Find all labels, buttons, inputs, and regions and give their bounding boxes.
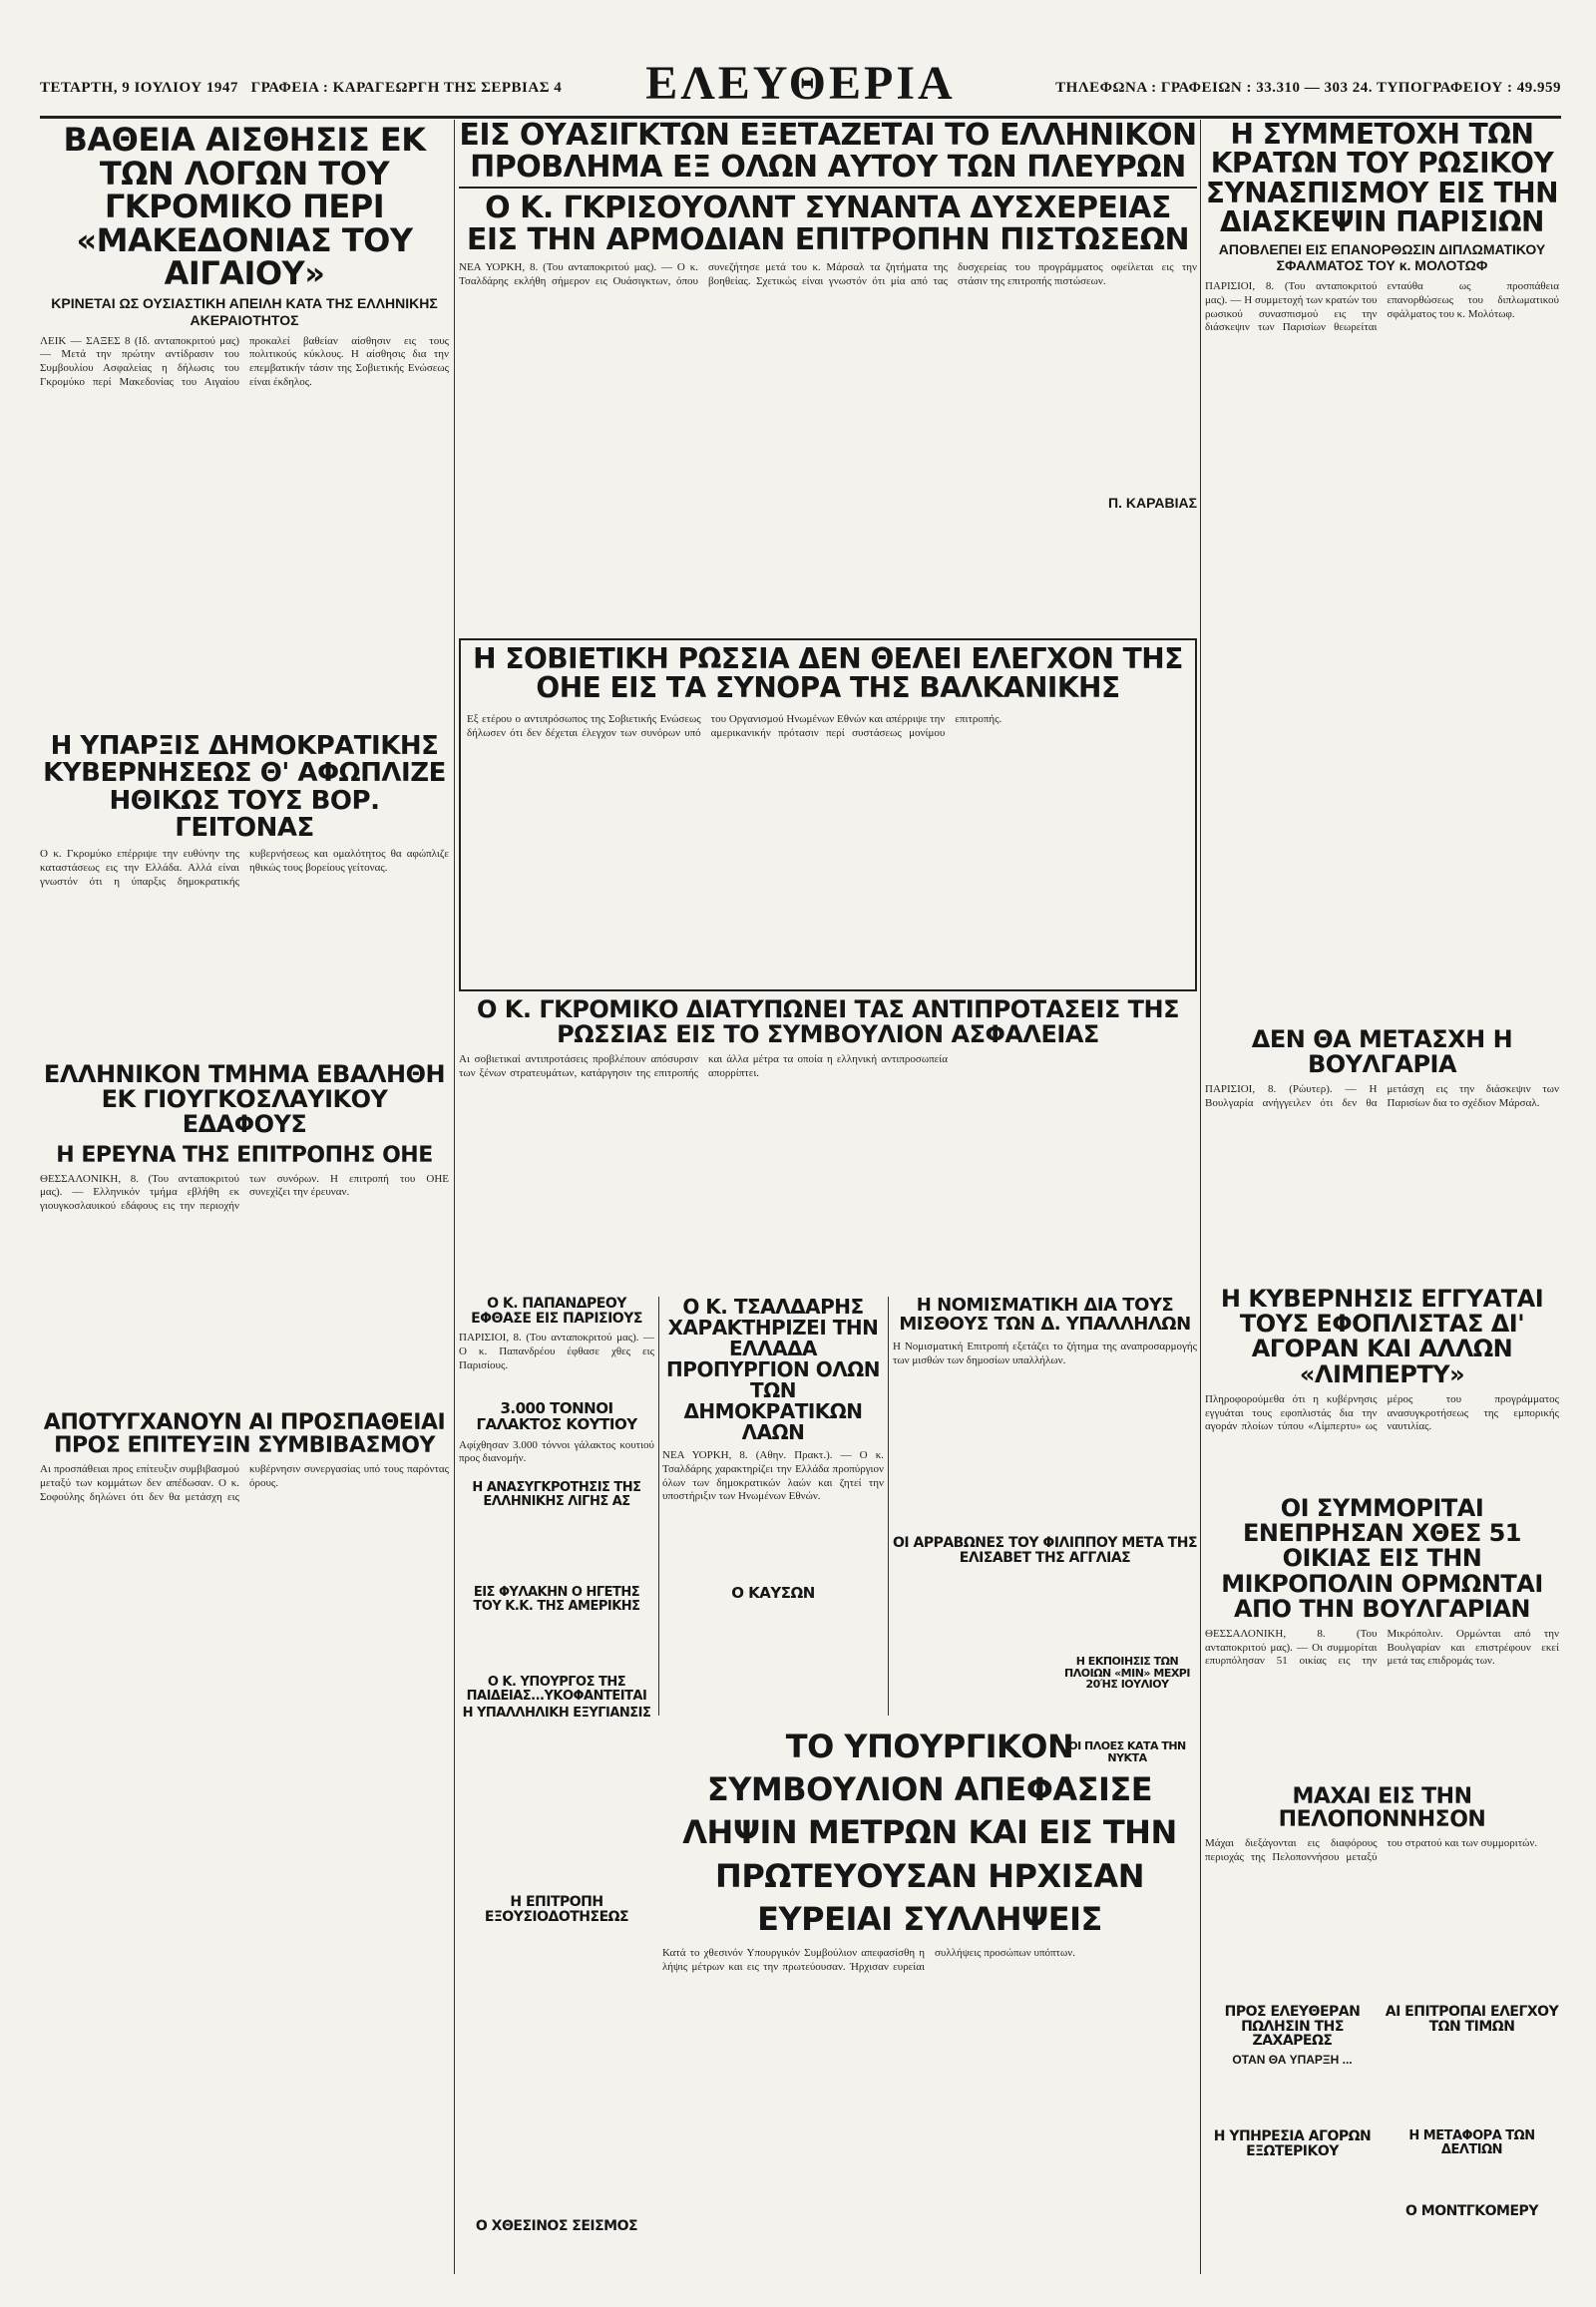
article-kos <box>459 1481 654 1576</box>
article-education <box>459 1676 654 1755</box>
body-compromise: Αι προσπάθειαι προς επίτευξιν συμβιβασμού μεταξύ των κομμάτων δεν απέδωσαν. Ο κ. Σοφούλης δηλώνει ότι δεν θα μετάσχη εις κυβέρνησιν συνεργασίας υπό τους παρόντας όρους. <box>40 1463 449 1503</box>
headline-gromyko: ΒΑΘΕΙΑ ΑΙΣΘΗΣΙΣ ΕΚ ΤΩΝ ΛΟΓΩΝ ΤΟΥ ΓΚΡΟΜΙΚΟ ΠΕΡΙ «ΜΑΚΕΔΟΝΙΑΣ ΤΟΥ ΑΙΓΑΙΟΥ» <box>63 124 426 293</box>
article-washington <box>459 120 1197 628</box>
headline-education-2: Η ΥΠΑΛΛΗΛΙΚΗ ΕΞΥΓΙΑΝΣΙΣ <box>462 1706 651 1722</box>
issue-date: ΤΕΤΑΡΤΗ, 9 ΙΟΥΛΙΟΥ 1947 <box>40 80 238 96</box>
article-yugoslav <box>40 1062 449 1401</box>
headline-kos: Η ΑΝΑΣΥΓΚΡΟΤΗΣΙΣ ΤΗΣ ΕΛΛΗΝΙΚΗΣ ΛΙΓΗΣ ΑΣ <box>472 1481 641 1509</box>
headline-washington-1: ΕΙΣ ΟΥΑΣΙΓΚΤΩΝ ΕΞΕΤΑΖΕΤΑΙ ΤΟ ΕΛΛΗΝΙΚΟΝ <box>459 120 1197 153</box>
body-yugoslav: ΘΕΣΣΑΛΟΝΙΚΗ, 8. (Του ανταποκριτού μας). — Ελληνικόν τμήμα εβλήθη εκ γιουγκοσλαυικού εδάφους εις την περιοχήν των συνόρων. Η επιτροπή του ΟΗΕ συνεχίζει την έρευναν. <box>40 1172 449 1213</box>
headline-washington-4: ΕΙΣ ΤΗΝ ΑΡΜΟΔΙΑΝ ΕΠΙΤΡΟΠΗΝ ΠΙΣΤΩΣΕΩΝ <box>466 221 1190 257</box>
article-kke-america <box>459 1586 654 1666</box>
signature-democratic <box>40 1051 449 1052</box>
headline-montgomery: Ο ΜΟΝΤΓΚΟΜΕΡΥ <box>1405 2204 1538 2219</box>
body-democratic: Ο κ. Γκρομύκο επέρριψε την ευθύνην της καταστάσεως εις την Ελλάδα. Αλλά είναι γνωστόν ότι η ύπαρξις δημοκρατικής κυβερνήσεως και ομαλότητος θα αφώπλιζε ηθικώς τους βορείους γείτονας. <box>40 848 449 888</box>
headline-washington-3: Ο Κ. ΓΚΡΙΣΟΥΟΛΝΤ ΣΥΝΑΝΤΑ ΔΥΣΧΕΡΕΙΑΣ <box>485 191 1171 225</box>
body-gangs: ΘΕΣΣΑΛΟΝΙΚΗ, 8. (Του ανταποκριτού μας). — Οι συμμορίται επυρπόλησαν 51 οικίας εις την Μικρόπολιν. Ορμώνται από την Βουλγαρίαν και επιστρέφουν εκεί μετά τας επιδρομάς των. <box>1205 1627 1559 1668</box>
headline-washington-2: ΠΡΟΒΛΗΜΑ ΕΞ ΟΛΩΝ ΑΥΤΟΥ ΤΩΝ ΠΛΕΥΡΩΝ <box>470 149 1186 185</box>
body-shipowners: Πληροφορούμεθα ότι η κυβέρνησις εγγυάται τους εφοπλιστάς δια την αγοράν πλοίων τύπου «Λίμπερτυ» ως μέρος του προγράμματος ανασυγκροτήσεως της εμπορικής ναυτιλίας. <box>1205 1392 1559 1433</box>
headline-shipowners: Η ΚΥΒΕΡΝΗΣΙΣ ΕΓΓΥΑΤΑΙ ΤΟΥΣ ΕΦΟΠΛΙΣΤΑΣ ΔΙ' ΑΓΟΡΑΝ ΚΑΙ ΑΛΛΩΝ «ΛΙΜΠΕΡΤΥ» <box>1220 1287 1544 1388</box>
headline-compromise: ΑΠΟΤΥΓΧΑΝΟΥΝ ΑΙ ΠΡΟΣΠΑΘΕΙΑΙ ΠΡΟΣ ΕΠΙΤΕΥΞΙΝ ΣΥΜΒΙΒΑΣΜΟΥ <box>43 1411 446 1459</box>
body-cabinet: Κατά το χθεσινόν Υπουργικόν Συμβούλιον απεφασίσθη η λήψις μέτρων και εις την πρωτεύουσαν. Ήρχισαν ευρείαι συλλήψεις προσώπων υπόπτων. <box>662 1946 1075 1973</box>
article-ships <box>1057 1656 1197 1735</box>
body-papandreou: ΠΑΡΙΣΙΟΙ, 8. (Του ανταποκριτού μας). — Ο κ. Παπανδρέου έφθασε χθες εις Παρισίους. <box>459 1332 654 1371</box>
headline-tsaldaris: Ο Κ. ΤΣΑΛΔΑΡΗΣ ΧΑΡΑΚΤΗΡΙΖΕΙ ΤΗΝ ΕΛΛΑΔΑ ΠΡΟΠΥΡΓΙΟΝ ΟΛΩΝ ΤΩΝ ΔΗΜΟΚΡΑΤΙΚΩΝ ΛΑΩΝ <box>666 1297 880 1444</box>
headline-foreign: Η ΥΠΗΡΕΣΙΑ ΑΓΟΡΩΝ ΕΞΩΤΕΡΙΚΟΥ <box>1213 2129 1372 2159</box>
body-peloponnese: Μάχαι διεξάγονται εις διαφόρους περιοχάς της Πελοποννήσου μεταξύ του στρατού και των συμμοριτών. <box>1205 1837 1538 1863</box>
headline-sugar: ΠΡΟΣ ΕΛΕΥΘΕΡΑΝ ΠΩΛΗΣΙΝ ΤΗΣ ΖΑΧΑΡΕΩΣ <box>1224 2005 1361 2050</box>
body-tsaldaris: ΝΕΑ ΥΟΡΚΗ, 8. (Αθην. Πρακτ.). — Ο κ. Τσαλδάρης χαρακτηρίζει την Ελλάδα προπύργιον όλων των δημοκρατικών λαών και ζητεί την υποστήριξιν των Ηνωμένων Εθνών. <box>662 1449 884 1503</box>
article-compromise <box>40 1411 449 2269</box>
article-montgomery <box>1385 2204 1559 2254</box>
subheadline-gromyko: ΚΡΙΝΕΤΑΙ ΩΣ ΟΥΣΙΑΣΤΙΚΗ ΑΠΕΙΛΗ ΚΑΤΑ ΤΗΣ ΕΛΛΗΝΙΚΗΣ ΑΚΕΡΑΙΟΤΗΤΟΣ <box>51 294 438 328</box>
headline-committee: Η ΕΠΙΤΡΟΠΗ ΕΞΟΥΣΙΟΔΟΤΗΣΕΩΣ <box>484 1895 629 1925</box>
headline-kke-america: ΕΙΣ ΦΥΛΑΚΗΝ Ο ΗΓΕΤΗΣ ΤΟΥ Κ.Κ. ΤΗΣ ΑΜΕΡΙΚΗΣ <box>473 1586 640 1614</box>
article-gromyko <box>40 124 449 722</box>
article-participation <box>1205 120 1559 1017</box>
headline-peloponnese: ΜΑΧΑΙ ΕΙΣ ΤΗΝ ΠΕΛΟΠΟΝΝΗΣΟΝ <box>1278 1785 1486 1833</box>
body-gromyko: ΛΕΙΚ — ΣΑΞΕΣ 8 (Ιδ. ανταποκριτού μας) — Μετά την πρώτην αντίδρασιν του Συμβουλίου Ασφαλείας η δήλωσις του Γκρομύκο περί Μακεδονίας του Αιγαίου προκαλεί βαθείαν αίσθησιν εις τους πολιτικούς κύκλους. Η αίσθησις δια την επεμβατικήν τάσιν της Σοβιετικής Ενώσεως είναι έκδηλος. <box>40 334 449 388</box>
article-monetary <box>893 1297 1197 1526</box>
article-transfer <box>1385 2129 1559 2189</box>
column-divider <box>888 1297 889 1716</box>
article-cabinet <box>662 1726 1197 2264</box>
article-milk <box>459 1401 654 1471</box>
article-counter-proposals <box>459 997 1197 1287</box>
headline-counter-proposals: Ο Κ. ΓΚΡΟΜΙΚΟ ΔΙΑΤΥΠΩΝΕΙ ΤΑΣ ΑΝΤΙΠΡΟΤΑΣΕΙΣ ΤΗΣ ΡΩΣΣΙΑΣ ΕΙΣ ΤΟ ΣΥΜΒΟΥΛΙΟΝ ΑΣΦΑΛΕΙΑΣ <box>477 997 1179 1049</box>
headline-transfer: Η ΜΕΤΑΦΟΡΑ ΤΩΝ ΔΕΛΤΙΩΝ <box>1408 2129 1535 2157</box>
subheadline-sugar: ΟΤΑΝ ΘΑ ΥΠΑΡΞΗ ... <box>1232 2053 1353 2068</box>
article-night <box>1057 1740 1197 1780</box>
headline-yugoslav-2: Η ΕΡΕΥΝΑ ΤΗΣ ΕΠΙΤΡΟΠΗΣ ΟΗΕ <box>56 1142 433 1168</box>
headline-democratic: Η ΥΠΑΡΞΙΣ ΔΗΜΟΚΡΑΤΙΚΗΣ ΚΥΒΕΡΝΗΣΕΩΣ Θ' ΑΦΩΠΛΙΖΕ ΗΘΙΚΩΣ ΤΟΥΣ ΒΟΡ. ΓΕΙΤΟΝΑΣ <box>43 733 446 843</box>
article-shipowners <box>1205 1287 1559 1486</box>
column-divider <box>1200 120 1201 2274</box>
column-divider <box>658 1297 659 1716</box>
headline-heat: Ο ΚΑΥΣΩΝ <box>731 1586 815 1602</box>
article-democratic <box>40 733 449 1052</box>
article-soviet <box>459 638 1197 991</box>
article-committee <box>459 1895 654 1955</box>
article-betrothal <box>893 1536 1197 1636</box>
headline-betrothal: ΟΙ ΑΡΡΑΒΩΝΕΣ ΤΟΥ ΦΙΛΙΠΠΟΥ ΜΕΤΑ ΤΗΣ ΕΛΙΣΑΒΕΤ ΤΗΣ ΑΓΓΛΙΑΣ <box>893 1536 1197 1566</box>
body-milk: Αφίχθησαν 3.000 τόννοι γάλακτος κουτιού προς διανομήν. <box>459 1438 654 1465</box>
headline-quake: Ο ΧΘΕΣΙΝΟΣ ΣΕΙΣΜΟΣ <box>475 2219 638 2234</box>
headline-prices: ΑΙ ΕΠΙΤΡΟΠΑΙ ΕΛΕΓΧΟΥ ΤΩΝ ΤΙΜΩΝ <box>1385 2005 1559 2035</box>
signature-washington: Π. ΚΑΡΑΒΙΑΣ <box>1107 495 1197 511</box>
body-counter-proposals: Αι σοβιετικαί αντιπροτάσεις προβλέπουν απόσυρσιν των ξένων στρατευμάτων, κατάργησιν της επιτροπής και άλλα μέτρα τα οποία η ελληνική αντιπροσωπεία απορρίπτει. <box>459 1053 948 1080</box>
headline-participation: Η ΣΥΜΜΕΤΟΧΗ ΤΩΝ ΚΡΑΤΩΝ ΤΟΥ ΡΩΣΙΚΟΥ ΣΥΝΑΣΠΙΣΜΟΥ ΕΙΣ ΤΗΝ ΔΙΑΣΚΕΨΙΝ ΠΑΡΙΣΙΩΝ <box>1205 120 1559 239</box>
column-divider <box>454 120 455 2274</box>
article-bulgaria <box>1205 1027 1559 1277</box>
body-washington: ΝΕΑ ΥΟΡΚΗ, 8. (Του ανταποκριτού μας). — Ο κ. Τσαλδάρης εκλήθη σήμερον εις Ουάσιγκτων, όπου συνεζήτησε μετά του κ. Μάρσαλ τα ζητήματα της βοηθείας. Σχετικώς είναι γνωστόν ότι μία από τας δυσχερείας του προγράμματος οφείλεται εις την στάσιν της επιτροπής πιστώσεων. <box>459 261 1197 287</box>
headline-night: ΟΙ ΠΛΟΕΣ ΚΑΤΑ ΤΗΝ ΝΥΚΤΑ <box>1068 1740 1186 1764</box>
headline-papandreou: Ο Κ. ΠΑΠΑΝΔΡΕΟΥ ΕΦΘΑΣΕ ΕΙΣ ΠΑΡΙΣΙΟΥΣ <box>471 1297 642 1327</box>
article-heat <box>662 1586 884 1656</box>
article-quake <box>459 2219 654 2259</box>
headline-soviet: Η ΣΟΒΙΕΤΙΚΗ ΡΩΣΣΙΑ ΔΕΝ ΘΕΛΕΙ ΕΛΕΓΧΟΝ ΤΗΣ ΟΗΕ ΕΙΣ ΤΑ ΣΥΝΟΡΑ ΤΗΣ ΒΑΛΚΑΝΙΚΗΣ <box>473 642 1183 705</box>
headline-milk: 3.000 ΤΟΝΝΟΙ ΓΑΛΑΚΤΟΣ ΚΟΥΤΙΟΥ <box>476 1401 637 1433</box>
masthead <box>40 56 1561 119</box>
article-papandreou <box>459 1297 654 1396</box>
headline-gangs: ΟΙ ΣΥΜΜΟΡΙΤΑΙ ΕΝΕΠΡΗΣΑΝ ΧΘΕΣ 51 ΟΙΚΙΑΣ ΕΙΣ ΤΗΝ ΜΙΚΡΟΠΟΛΙΝ ΟΡΜΩΝΤΑΙ ΑΠΟ ΤΗΝ ΒΟΥΛΓΑΡΙΑΝ <box>1221 1496 1543 1623</box>
headline-education-1: Ο Κ. ΥΠΟΥΡΓΟΣ ΤΗΣ ΠΑΙΔΕΙΑΣ...ΥΚΟΦΑΝΤΕΙΤΑΙ <box>466 1676 647 1704</box>
headline-bulgaria: ΔΕΝ ΘΑ ΜΕΤΑΣΧΗ Η ΒΟΥΛΓΑΡΙΑ <box>1251 1027 1513 1079</box>
body-participation: ΠΑΡΙΣΙΟΙ, 8. (Του ανταποκριτού μας). — Η συμμετοχή των κρατών του ρωσικού συνασπισμού εις την διάσκεψιν των Παρισίων θεωρείται ενταύθα ως προσπάθεια επανορθώσεως του διπλωματικού σφάλματος του κ. Μολότωφ. <box>1205 280 1559 334</box>
newspaper-title: ΕΛΕΥΘΕΡΙΑ <box>645 57 956 110</box>
phone-numbers: ΤΗΛΕΦΩΝΑ : ΓΡΑΦΕΙΩΝ : 33.310 — 303 24. ΤΥΠΟΓΡΑΦΕΙΟΥ : 49.959 <box>1055 80 1561 96</box>
body-bulgaria: ΠΑΡΙΣΙΟΙ, 8. (Ρώυτερ). — Η Βουλγαρία ανήγγειλεν ότι δεν θα μετάσχη εις την διάσκεψιν των Παρισίων δια το σχέδιον Μάρσαλ. <box>1205 1083 1559 1110</box>
body-soviet: Εξ ετέρου ο αντιπρόσωπος της Σοβιετικής Ενώσεως δήλωσεν ότι δεν δέχεται έλεγχον των συνόρων υπό του Οργανισμού Ηνωμένων Εθνών και απέρριψε την αμερικανικήν πρότασιν περί συστάσεως μονίμου επιτροπής. <box>467 712 1002 739</box>
article-prices <box>1385 2005 1559 2124</box>
subheadline-participation: ΑΠΟΒΛΕΠΕΙ ΕΙΣ ΕΠΑΝΟΡΘΩΣΙΝ ΔΙΠΛΩΜΑΤΙΚΟΥ ΣΦΑΛΜΑΤΟΣ ΤΟΥ κ. ΜΟΛΟΤΩΦ <box>1218 240 1546 274</box>
article-gangs <box>1205 1496 1559 1775</box>
body-monetary: Η Νομισματική Επιτροπή εξετάζει το ζήτημα της αναπροσαρμογής των μισθών των δημοσίων υπαλλήλων. <box>893 1340 1197 1366</box>
divider <box>459 187 1197 189</box>
headline-ships: Η ΕΚΠΟΙΗΣΙΣ ΤΩΝ ΠΛΟΙΩΝ «ΜΙΝ» ΜΕΧΡΙ 20ΉΣ ΙΟΥΛΙΟΥ <box>1064 1656 1190 1692</box>
headline-yugoslav-1: ΕΛΛΗΝΙΚΟΝ ΤΜΗΜΑ ΕΒΑΛΗΘΗ ΕΚ ΓΙΟΥΓΚΟΣΛΑΥΙΚΟΥ ΕΔΑΦΟΥΣ <box>43 1062 446 1139</box>
article-sugar <box>1205 2005 1380 2124</box>
headline-cabinet: ΤΟ ΥΠΟΥΡΓΙΚΟΝ ΣΥΜΒΟΥΛΙΟΝ ΑΠΕΦΑΣΙΣΕ ΛΗΨΙΝ ΜΕΤΡΩΝ ΚΑΙ ΕΙΣ ΤΗΝ ΠΡΩΤΕΥΟΥΣΑΝ ΗΡΧΙΣΑΝ ΕΥΡΕΙΑΙ ΣΥΛΛΗΨΕΙΣ <box>682 1728 1177 1938</box>
office-address: ΓΡΑΦΕΙΑ : ΚΑΡΑΓΕΩΡΓΗ ΤΗΣ ΣΕΡΒΙΑΣ 4 <box>250 80 563 96</box>
headline-monetary: Η ΝΟΜΙΣΜΑΤΙΚΗ ΔΙΑ ΤΟΥΣ ΜΙΣΘΟΥΣ ΤΩΝ Δ. ΥΠΑΛΛΗΛΩΝ <box>899 1297 1191 1335</box>
article-peloponnese <box>1205 1785 1559 1995</box>
article-foreign <box>1205 2129 1380 2199</box>
